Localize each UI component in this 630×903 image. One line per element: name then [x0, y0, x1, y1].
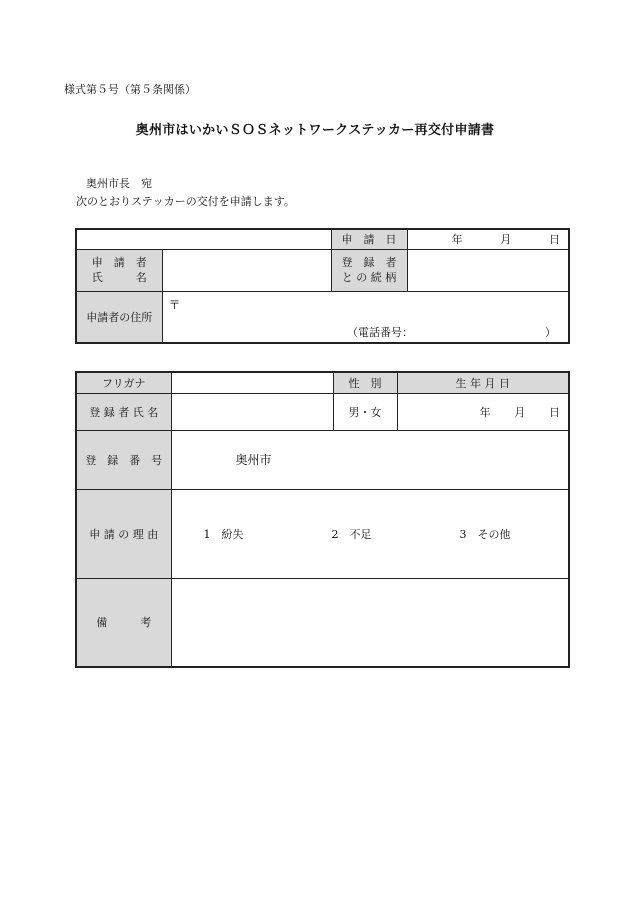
- addressee: 奥州市長 宛: [86, 177, 152, 190]
- sex-label: 性 別: [333, 372, 397, 393]
- address-field[interactable]: [162, 291, 569, 343]
- postal-mark: 〒: [168, 297, 181, 312]
- furigana-field[interactable]: [171, 372, 333, 393]
- registration-number-field[interactable]: [171, 430, 569, 489]
- applicant-name-field[interactable]: [162, 249, 331, 291]
- applicant-table: [75, 228, 570, 344]
- registrant-name-label: 登 録 者 氏 名: [76, 393, 171, 430]
- birth-day-label: 日: [549, 405, 560, 419]
- reason-option-lost[interactable]: 1 紛失: [203, 527, 244, 541]
- applicant-name-label: 申 請 者 氏 名: [76, 249, 162, 291]
- reason-label: 申 請 の 理 由: [76, 489, 171, 578]
- furigana-label: フリガナ: [76, 372, 171, 393]
- form-number: 様式第５号（第５条関係）: [64, 83, 196, 96]
- application-date-field[interactable]: [407, 229, 569, 249]
- remarks-field[interactable]: [171, 578, 569, 667]
- phone-line: （電話番号： ）: [347, 326, 556, 339]
- relation-label: 登 録 者 と の 続 柄: [331, 249, 407, 291]
- remarks-label: 備 考: [76, 578, 171, 667]
- application-date-label: 申 請 日: [331, 229, 407, 249]
- registrant-table: [75, 371, 570, 668]
- date-day-label: 日: [549, 233, 560, 247]
- reason-option-other[interactable]: 3 その他: [459, 527, 511, 541]
- address-label: 申請者の住所: [76, 291, 162, 343]
- registration-number-label: 登 録 番 号: [76, 430, 171, 489]
- birth-year-label: 年: [479, 405, 491, 419]
- reason-field: [171, 489, 569, 578]
- relation-field[interactable]: [407, 249, 569, 291]
- intro-text: 次のとおりステッカーの交付を申請します。: [76, 195, 295, 208]
- birthdate-field[interactable]: [397, 393, 569, 430]
- city-prefix: 奥州市: [235, 453, 272, 467]
- sex-options[interactable]: 男・女: [333, 393, 397, 430]
- date-month-label: 月: [500, 233, 512, 247]
- birthdate-label: 生 年 月 日: [397, 372, 569, 393]
- reason-option-shortage[interactable]: 2 不足: [331, 527, 372, 541]
- date-year-label: 年: [451, 233, 463, 247]
- birth-month-label: 月: [514, 405, 526, 419]
- page-title: 奥州市はいかいＳＯＳネットワークステッカー再交付申請書: [135, 123, 495, 138]
- registrant-name-field[interactable]: [171, 393, 333, 430]
